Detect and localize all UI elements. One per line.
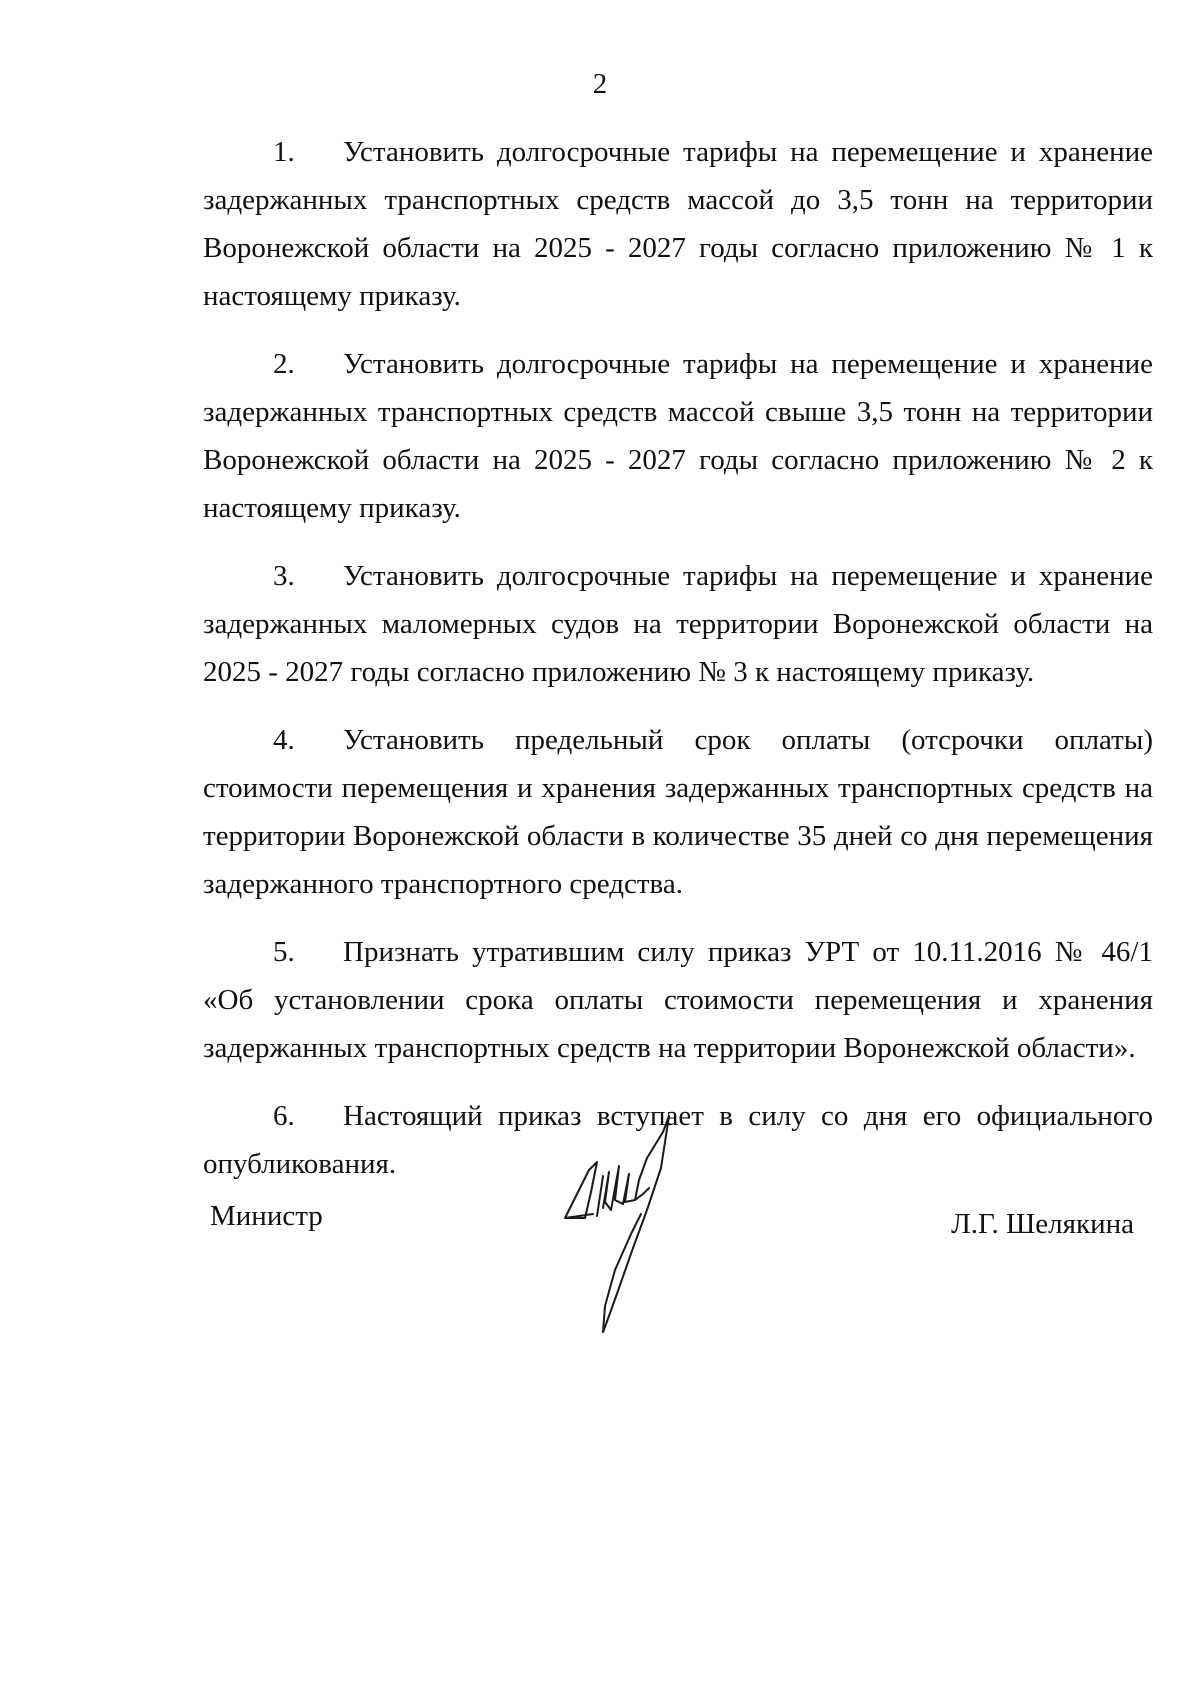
item-number: 3.: [273, 560, 295, 592]
item-text: Установить долгосрочные тарифы на перемещение и хранение задержанных транспортных средств массой до 3,5 тонн на территории Воронежской области на 2025 - 2027 годы согласно приложению № 1 к настоящему приказу.: [203, 136, 1153, 312]
item-number: 2.: [273, 348, 295, 380]
list-item: [203, 716, 1153, 908]
page-number: 2: [592, 68, 608, 100]
signatory-role: Министр: [210, 1200, 323, 1232]
handwritten-signature: [545, 1110, 705, 1340]
list-item: [203, 928, 1153, 1072]
item-number: 1.: [273, 136, 295, 168]
item-text: Установить долгосрочные тарифы на перемещение и хранение задержанных транспортных средств массой свыше 3,5 тонн на территории Воронежской области на 2025 - 2027 годы согласно приложению № 2 к настоящему приказу.: [203, 348, 1153, 524]
signature-block: [0, 1110, 1200, 1350]
item-text: Признать утратившим силу приказ УРТ от 10.11.2016 № 46/1 «Об установлении срока оплаты стоимости перемещения и хранения задержанных транспортных средств на территории Воронежской области».: [203, 936, 1153, 1064]
item-number: 4.: [273, 724, 295, 756]
item-number: 5.: [273, 936, 295, 968]
list-item: [203, 552, 1153, 696]
document-body: [203, 128, 1153, 1208]
item-number: 6.: [273, 1100, 295, 1132]
item-text: Настоящий приказ вступает в силу со дня его официального опубликования.: [203, 1100, 1153, 1180]
list-item: [203, 128, 1153, 320]
item-text: Установить долгосрочные тарифы на перемещение и хранение задержанных маломерных судов на территории Воронежской области на 2025 - 2027 годы согласно приложению № 3 к настоящему приказу.: [203, 560, 1153, 688]
item-text: Установить предельный срок оплаты (отсрочки оплаты) стоимости перемещения и хранения задержанных транспортных средств на территории Воронежской области в количестве 35 дней со дня перемещения задержанного транспортного средства.: [203, 724, 1153, 900]
signatory-name: Л.Г. Шелякина: [951, 1208, 1134, 1240]
list-item: [203, 340, 1153, 532]
